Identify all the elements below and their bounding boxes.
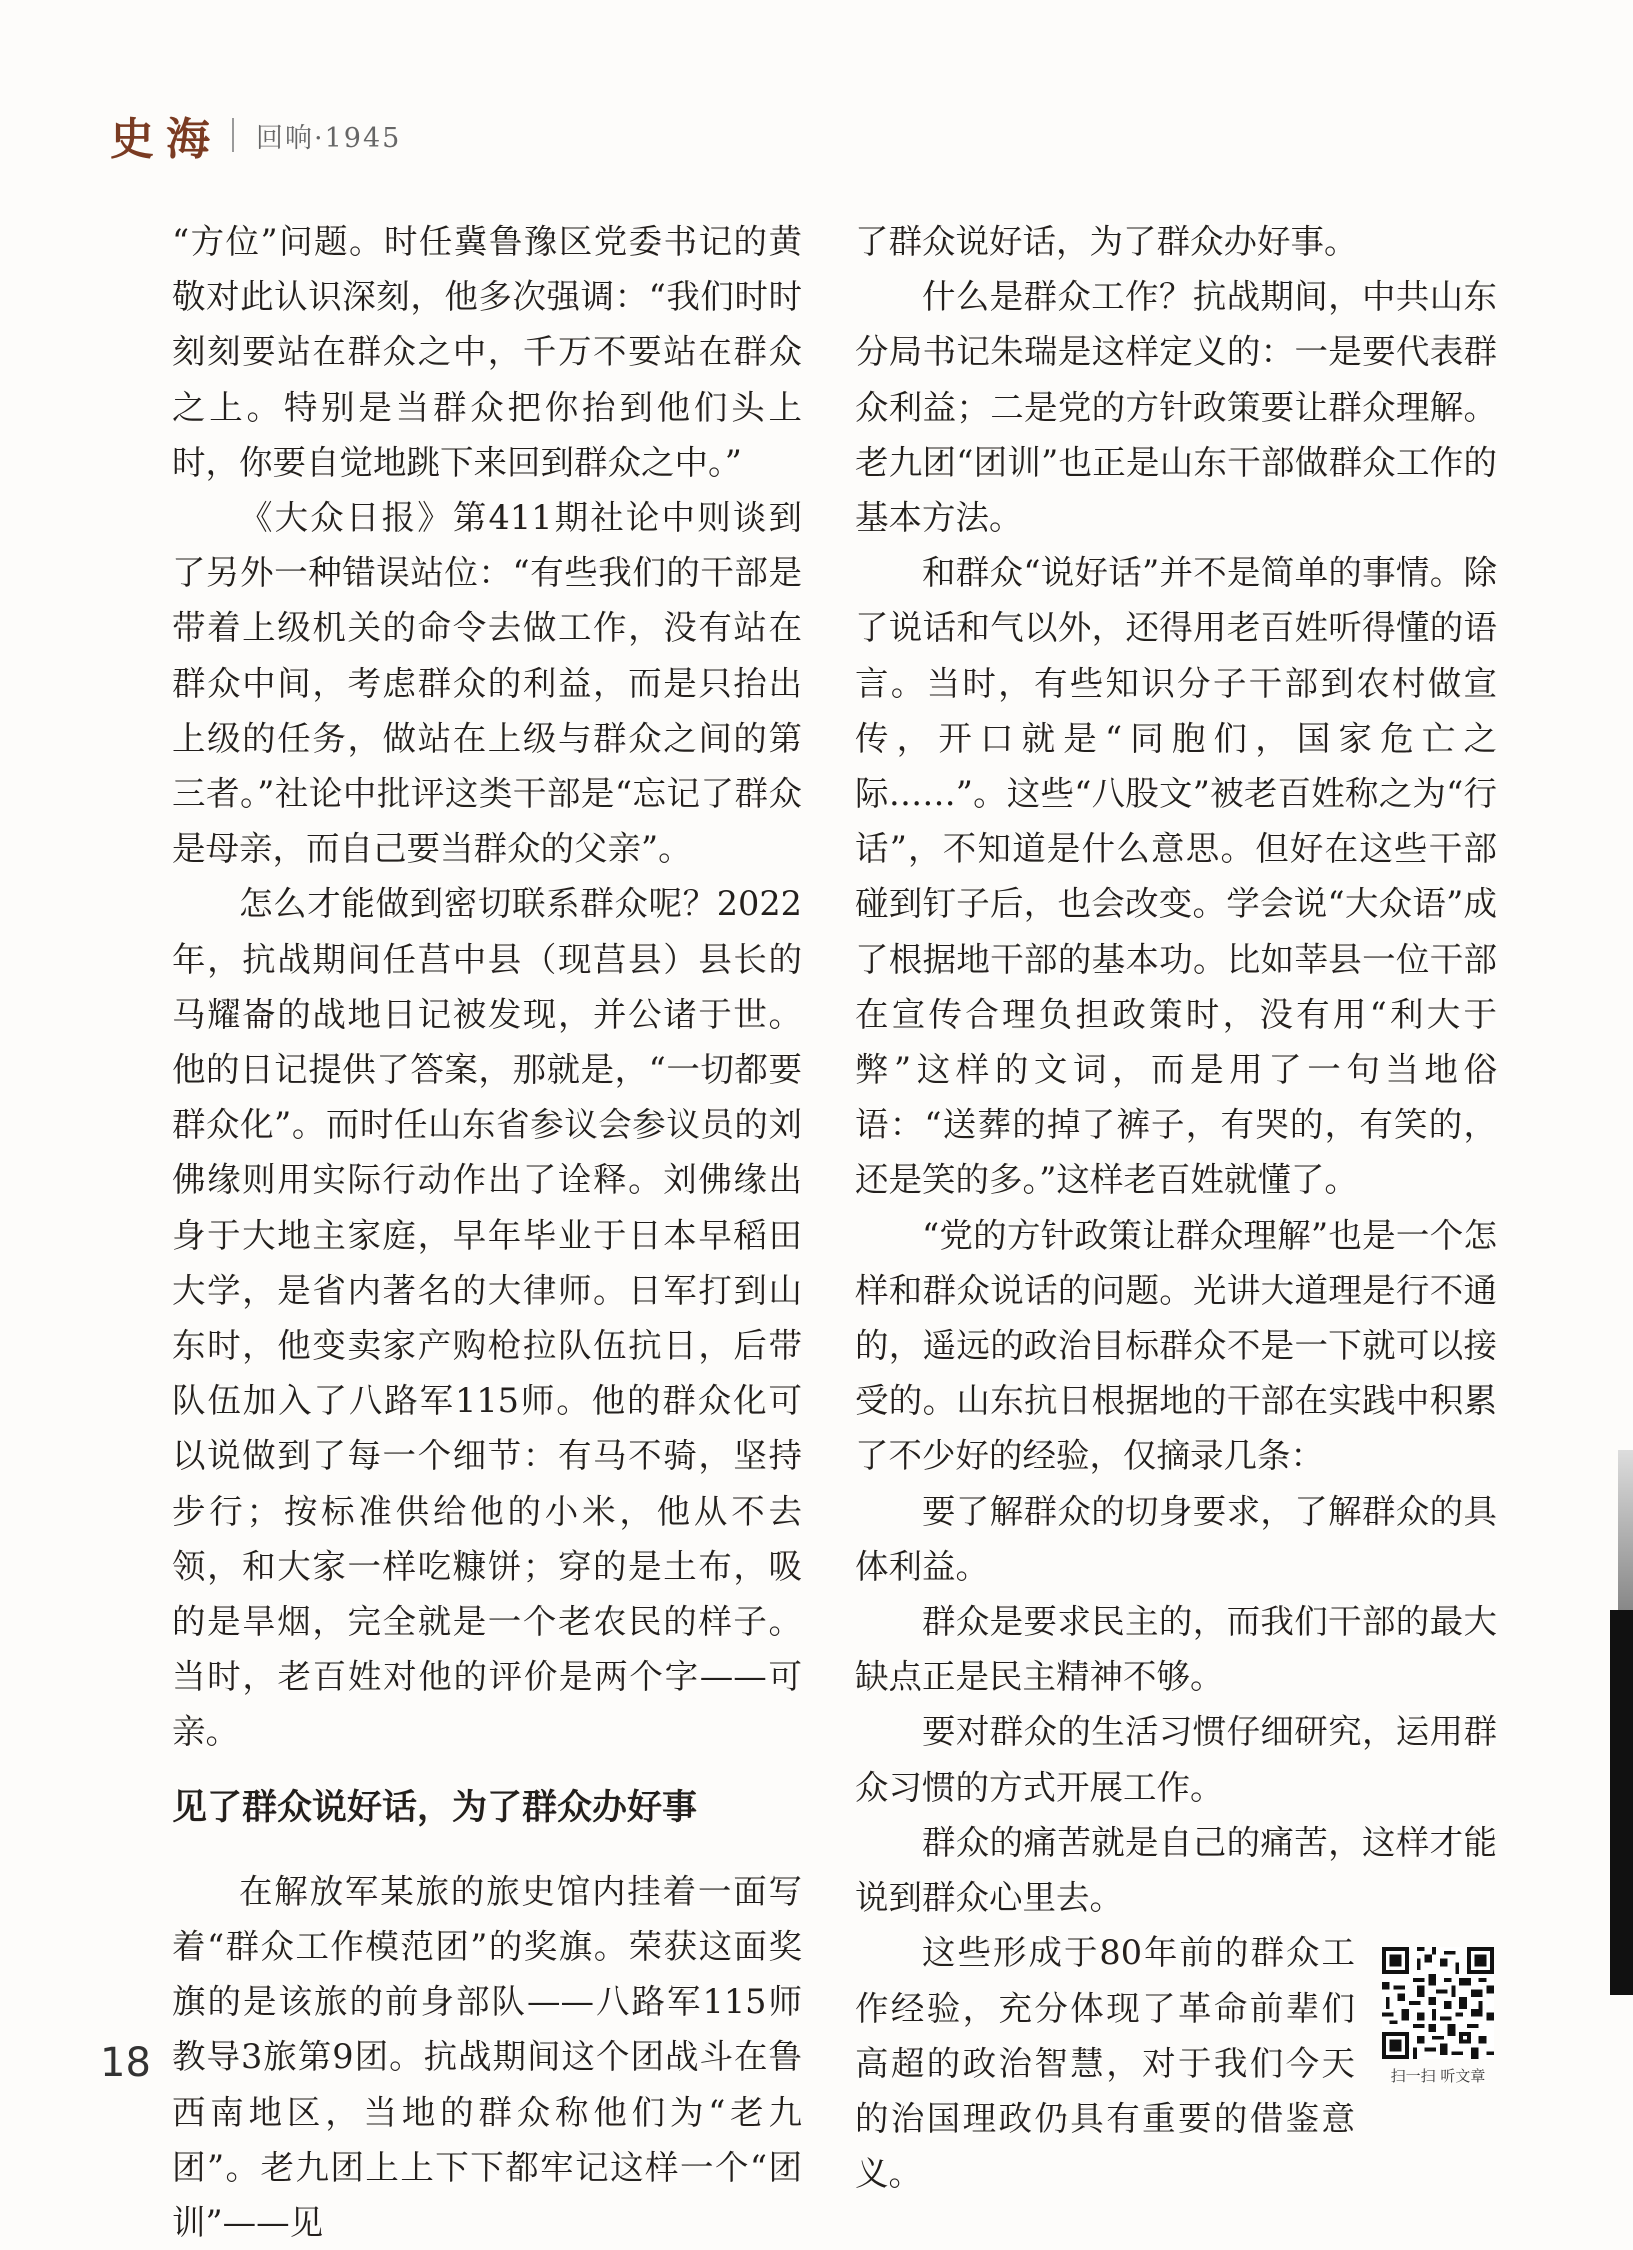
page-edge-shade xyxy=(1618,1450,1633,1610)
page-number: 18 xyxy=(100,2040,151,2086)
paragraph: 和群众“说好话”并不是简单的事情。除了说话和气以外，还得用老百姓听得懂的语言。当时，有些知识分子干部到农村做宣传，开口就是“同胞们，国家危亡之际……”。这些“八股文”被老百姓称之为“行话”，不知道是什么意思。但好在这些干部碰到钉子后，也会改变。学会说“大众语”成了根据地干部的基本功。比如莘县一位干部在宣传合理负担政策时，没有用“利大于弊”这样的文词，而是用了一句当地俗语：“送葬的掉了裤子，有哭的，有笑的，还是笑的多。”这样老百姓就懂了。 xyxy=(855,553,1497,1200)
paragraph: 要了解群众的切身要求，了解群众的具体利益。 xyxy=(855,1491,1497,1586)
running-header xyxy=(110,110,402,165)
right-column xyxy=(855,214,1497,2201)
paragraph: 群众的痛苦就是自己的痛苦，这样才能说到群众心里去。 xyxy=(855,1822,1497,1918)
paragraph: 了群众说好话，为了群众办好事。 xyxy=(855,222,1358,261)
qr-code-icon[interactable] xyxy=(1382,1947,1494,2059)
paragraph: 群众是要求民主的，而我们干部的最大缺点正是民主精神不够。 xyxy=(855,1602,1497,1697)
qr-audio-block[interactable] xyxy=(1379,1947,1497,2086)
column-title: 回响·1945 xyxy=(256,122,402,154)
paragraph: “方位”问题。时任冀鲁豫区党委书记的黄敬对此认识深刻，他多次强调：“我们时时刻刻要站在群众之中，千万不要站在群众之上。特别是当群众把你抬到他们头上时，你要自觉地跳下来回到群众之中。” xyxy=(172,222,802,482)
qr-caption: 扫一扫 听文章 xyxy=(1390,2067,1486,2086)
header-divider xyxy=(232,118,234,152)
paragraph: 在解放军某旅的旅史馆内挂着一面写着“群众工作模范团”的奖旗。荣获这面奖旗的是该旅的前身部队——八路军115师教导3旅第9团。抗战期间这个团战斗在鲁西南地区，当地的群众称他们为“老九团”。老九团上上下下都牢记这样一个“团训”——见 xyxy=(172,1871,802,2242)
paragraph: “党的方针政策让群众理解”也是一个怎样和群众说话的问题。光讲大道理是行不通的，遥远的政治目标群众不是一下就可以接受的。山东抗日根据地的干部在实践中积累了不少好的经验，仅摘录几条： xyxy=(855,1215,1497,1476)
paragraph: 《大众日报》第411期社论中则谈到了另外一种错误站位：“有些我们的干部是带着上级机关的命令去做工作，没有站在群众中间，考虑群众的利益，而是只抬出上级的任务，做站在上级与群众之间的第三者。”社论中批评这类干部是“忘记了群众是母亲，而自己要当群众的父亲”。 xyxy=(172,498,802,869)
paragraph: 这些形成于80年前的群众工作经验，充分体现了革命前辈们高超的政治智慧，对于我们今天的治国理政仍具有重要的借鉴意义。 xyxy=(855,1933,1355,2194)
magazine-section-title: 史海 xyxy=(110,114,222,165)
section-heading: 见了群众说好话，为了群众办好事 xyxy=(172,1787,698,1828)
left-column xyxy=(172,214,802,2250)
paragraph: 要对群众的生活习惯仔细研究，运用群众习惯的方式开展工作。 xyxy=(855,1712,1497,1807)
closing-paragraph-block xyxy=(855,1925,1497,2201)
page-edge-tab xyxy=(1610,1610,1633,1995)
paragraph: 什么是群众工作？抗战期间，中共山东分局书记朱瑞是这样定义的：一是要代表群众利益；二是党的方针政策要让群众理解。老九团“团训”也正是山东干部做群众工作的基本方法。 xyxy=(855,277,1497,538)
paragraph: 怎么才能做到密切联系群众呢？2022年，抗战期间任莒中县（现莒县）县长的马耀崙的战地日记被发现，并公诸于世。他的日记提供了答案，那就是，“一切都要群众化”。而时任山东省参议会参议员的刘佛缘则用实际行动作出了诠释。刘佛缘出身于大地主家庭，早年毕业于日本早稻田大学，是省内著名的大律师。日军打到山东时，他变卖家产购枪拉队伍抗日，后带队伍加入了八路军115师。他的群众化可以说做到了每一个细节：有马不骑，坚持步行；按标准供给他的小米，他从不去领，和大家一样吃糠饼；穿的是土布，吸的是旱烟，完全就是一个老农民的样子。当时，老百姓对他的评价是两个字——可亲。 xyxy=(172,884,802,1752)
